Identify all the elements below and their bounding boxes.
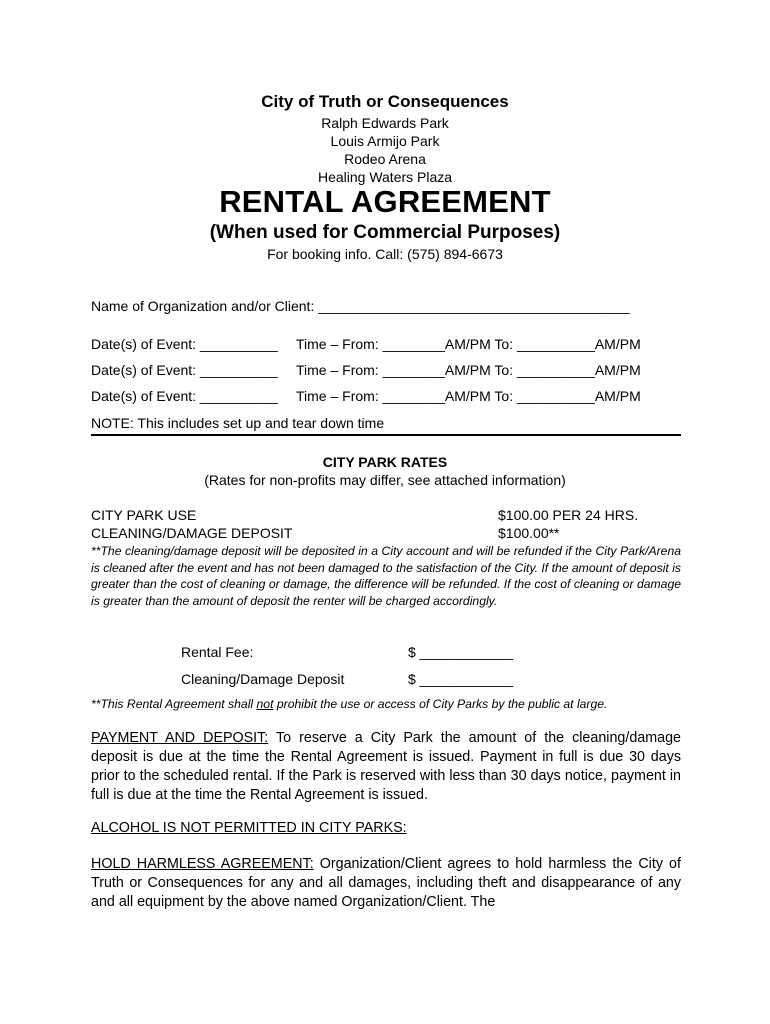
event-date-field[interactable]: Date(s) of Event: __________ xyxy=(91,362,278,378)
park-name: Ralph Edwards Park xyxy=(321,115,449,131)
event-time-field[interactable]: Time – From: ________AM/PM To: __________AM/PM xyxy=(296,388,641,404)
deposit-fee-field[interactable]: $ ____________ xyxy=(408,671,514,687)
event-date-field[interactable]: Date(s) of Event: __________ xyxy=(91,388,278,404)
document-subtitle: (When used for Commercial Purposes) xyxy=(209,222,561,243)
hold-harmless-section xyxy=(91,855,681,912)
section-divider xyxy=(91,434,681,436)
booking-info: For booking info. Call: (575) 894-6673 xyxy=(267,246,503,262)
park-name: Healing Waters Plaza xyxy=(317,169,453,185)
event-time-field[interactable]: Time – From: ________AM/PM To: __________AM/PM xyxy=(296,336,641,352)
rate-item-label: CITY PARK USE xyxy=(91,507,197,523)
setup-note: NOTE: This includes set up and tear down time xyxy=(91,415,385,431)
rates-heading: CITY PARK RATES xyxy=(322,454,448,470)
rental-fee-label: Rental Fee: xyxy=(181,644,254,660)
rate-item-value: $100.00 PER 24 HRS. xyxy=(498,507,639,523)
payment-section xyxy=(91,729,681,805)
park-name: Rodeo Arena xyxy=(344,151,426,167)
alcohol-notice: ALCOHOL IS NOT PERMITTED IN CITY PARKS: xyxy=(91,820,407,836)
public-note-emphasis: not xyxy=(256,697,274,711)
public-access-note xyxy=(91,697,607,711)
deposit-note: **The cleaning/damage deposit will be deposited in a City account and will be refunded if the City Park/Arena is cleaned after the event and has not been damaged to the satisfaction of the City. If the amount of deposit is greater than the cost of cleaning or damage, the difference will be refunded. If the cost of cleaning or damage is greater than the amount of deposit the renter will be charged accordingly. xyxy=(91,544,681,608)
rental-fee-field[interactable]: $ ____________ xyxy=(408,644,514,660)
public-note-text: prohibit the use or access of City Parks by the public at large. xyxy=(273,697,608,711)
event-date-field[interactable]: Date(s) of Event: __________ xyxy=(91,336,278,352)
payment-text: To reserve a City Park the amount of the cleaning/damage deposit is due at the time the Rental Agreement is issued. Payment in full is due 30 days prior to the scheduled rental. If the Park is reserved with less than 30 days notice, payment in full is due at the time the Rental Agreement is issued. xyxy=(91,730,682,803)
deposit-fee-label: Cleaning/Damage Deposit xyxy=(181,671,345,687)
payment-heading: PAYMENT AND DEPOSIT: xyxy=(91,730,269,746)
client-name-field[interactable]: Name of Organization and/or Client: ________________________________________ xyxy=(91,298,630,314)
park-name: Louis Armijo Park xyxy=(330,133,440,149)
hold-harmless-text: Organization/Client agrees to hold harmless the City of Truth or Consequences for any and all damages, including theft and disappearance of any and all equipment by the above named Organization/Client. The xyxy=(91,856,681,910)
event-time-field[interactable]: Time – From: ________AM/PM To: __________AM/PM xyxy=(296,362,641,378)
rate-item-label: CLEANING/DAMAGE DEPOSIT xyxy=(91,525,293,541)
rates-subheading: (Rates for non-profits may differ, see attached information) xyxy=(204,472,566,488)
hold-harmless-heading: HOLD HARMLESS AGREEMENT: xyxy=(91,856,314,872)
rate-item-value: $100.00** xyxy=(498,525,560,541)
public-note-text: **This Rental Agreement shall xyxy=(91,697,257,711)
organization-name: City of Truth or Consequences xyxy=(261,92,509,111)
document-title: RENTAL AGREEMENT xyxy=(219,184,551,219)
